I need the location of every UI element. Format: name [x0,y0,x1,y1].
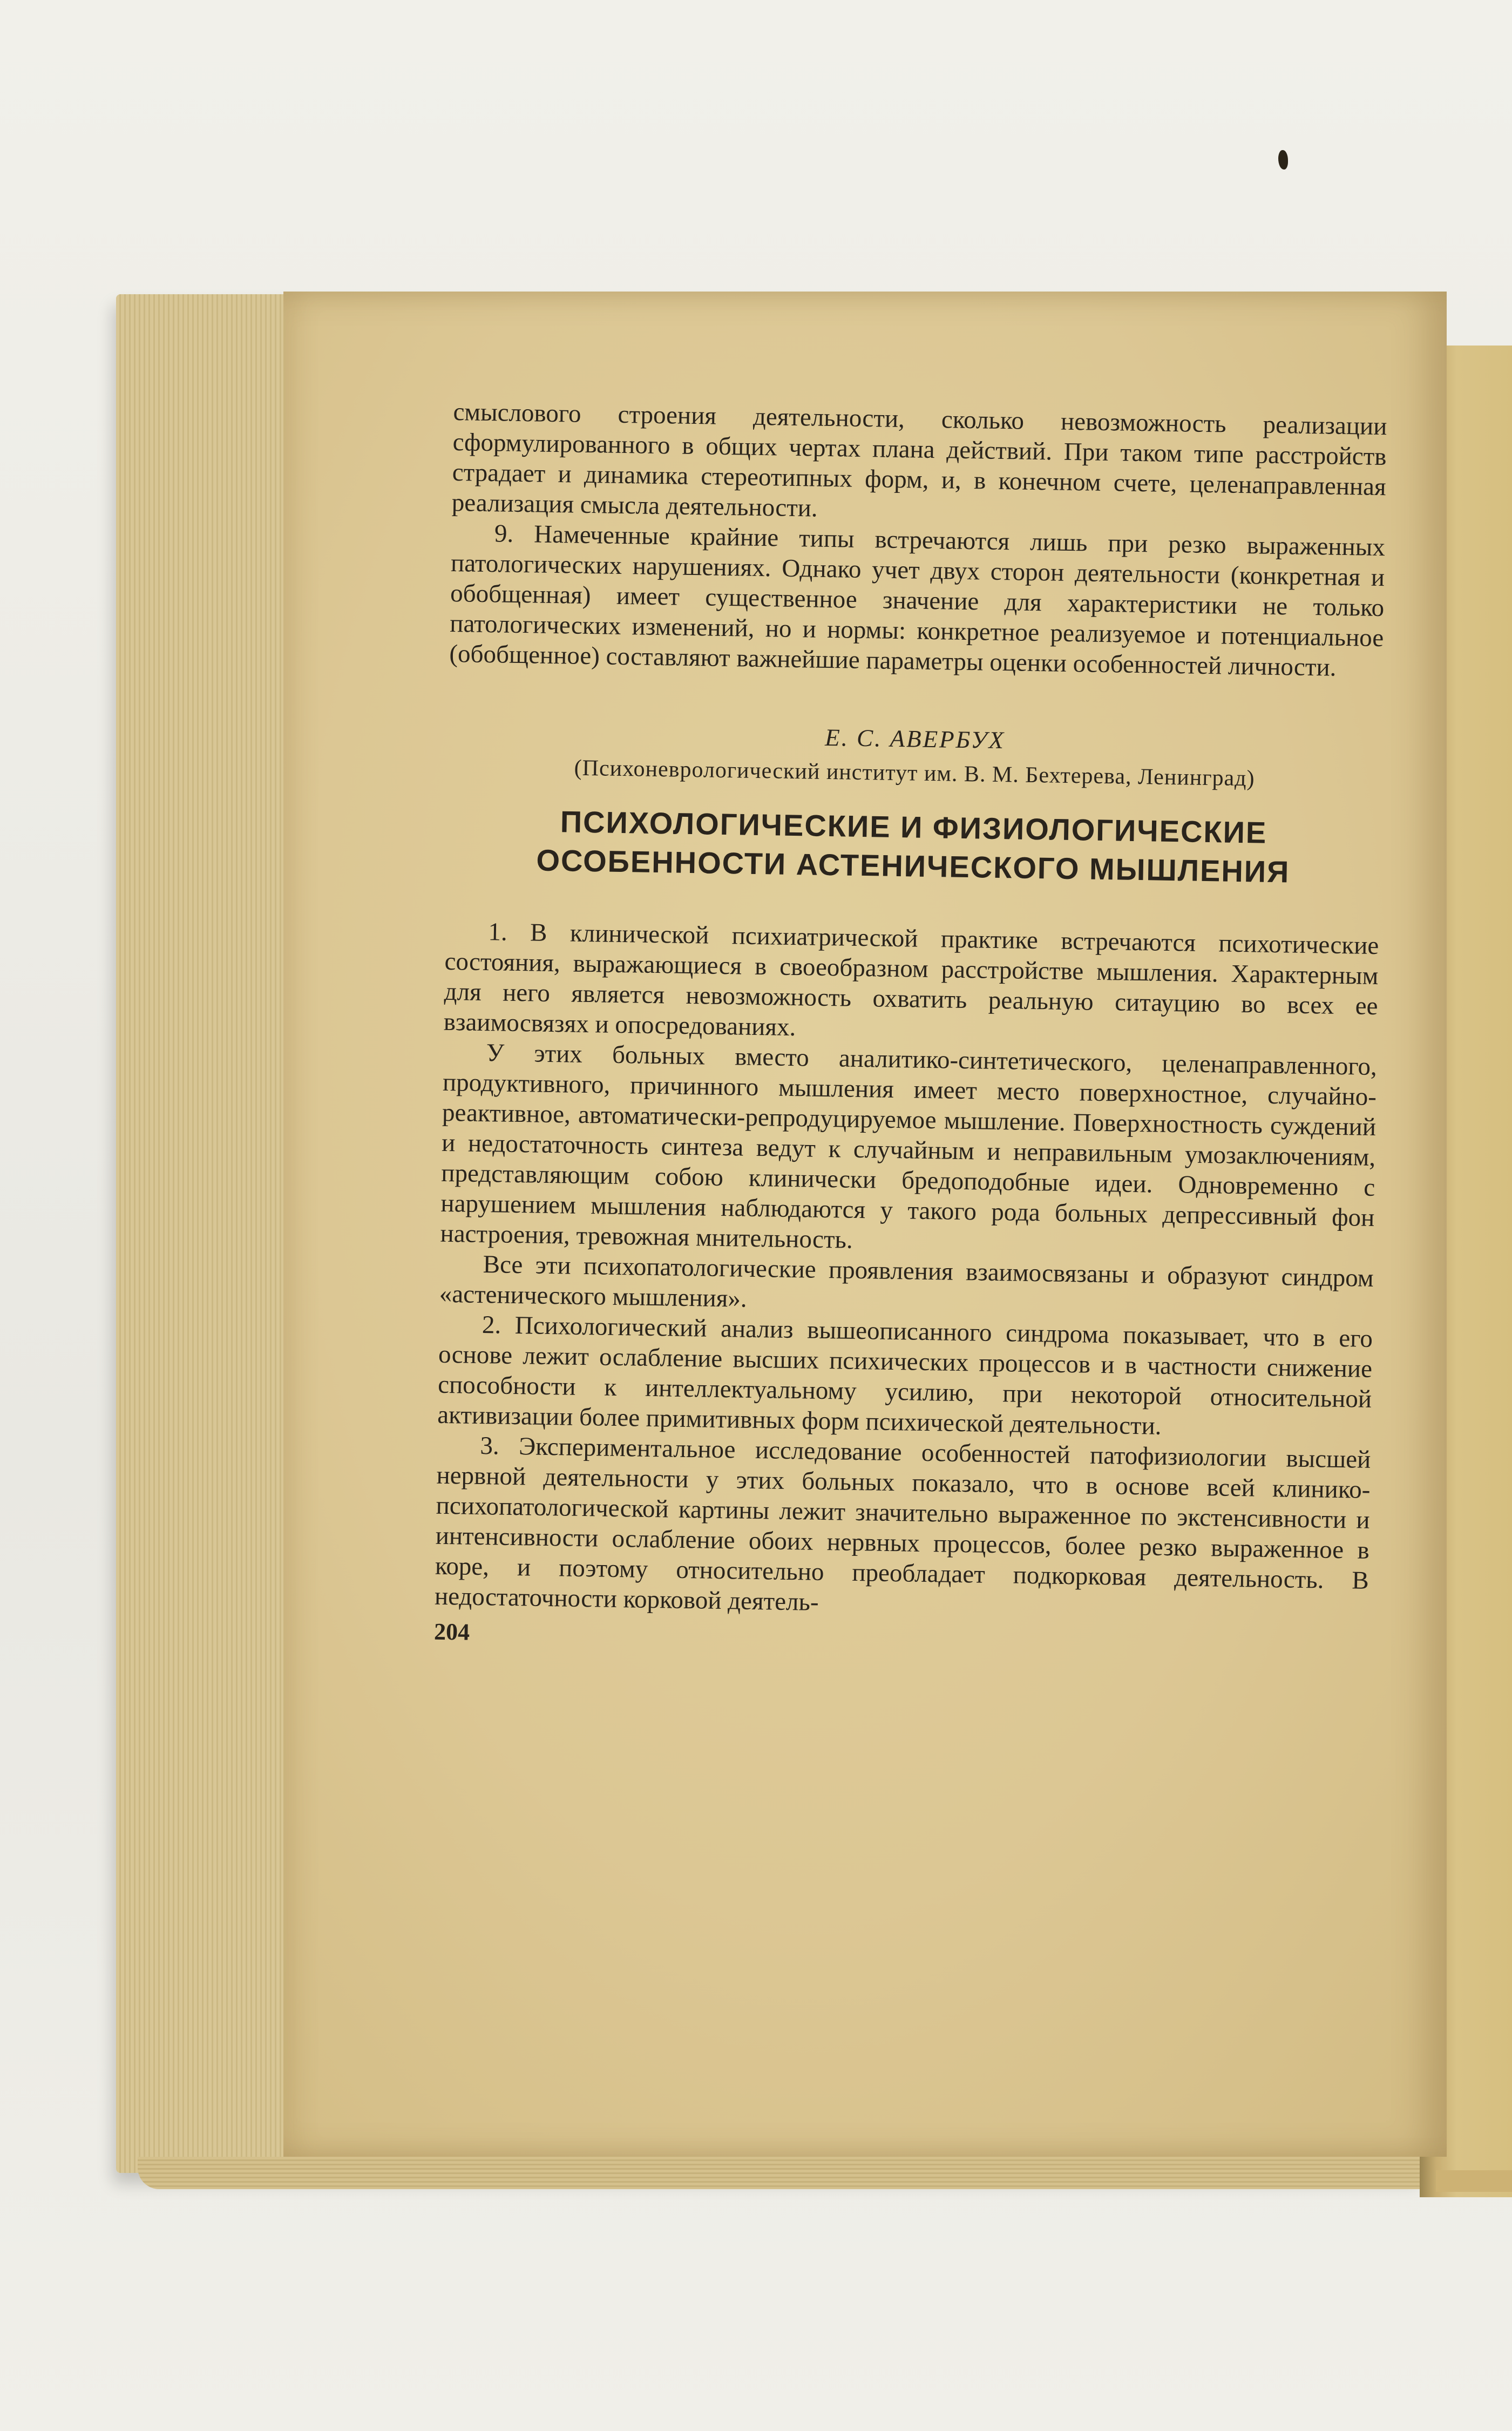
point-9-paragraph: 9. Намеченные крайние типы встречаются лишь при резко выраженных патологических нарушениях. Однако учет двух сторон деятельности (конкретная и обобщенная) имеет существенное значение для характеристики не только патологических изменений, но и нормы: конкретное реализуемое и потенциальное (обобщенное) составляют важнейшие параметры оценки особенностей личности. [449,519,1386,682]
facing-page-bottom [1436,2170,1512,2192]
article-paragraph-3: Все эти психопатологические проявления взаимосвязаны и образуют синдром «астенического мышления». [439,1250,1374,1313]
article-paragraph-4: 2. Психологический анализ вышеописанного синдрома показывает, что в его основе лежит ослабление высших психических процессов и в частности снижение способности к интеллектуальному усилию, при некоторой относительной активизации более примитивных форм психической деятельности. [437,1311,1373,1440]
page-stack-bottom-edge [138,2157,1433,2189]
article-paragraph-2: У этих больных вместо аналитико-синтетического, целенаправленного, продуктивного, причинного мышления имеет место поверхностное, случайно-реактивное, автоматически-репродуцируемое мышление. Поверхностность суждений и недостаточность синтеза ведут к случайным и неправильным умозаключениям, представляющим собою клинически бредоподобные идеи. Одновременно с нарушением мышления наблюдаются у такого рода больных депрессивный фон настроения, тревожная мнительность. [440,1039,1378,1254]
author-affiliation: (Психоневрологический институт им. В. М. Бехтерева, Ленинград) [574,755,1255,791]
article-author: Е. С. АВЕРБУХ [824,723,1006,754]
article-paragraph-5: 3. Экспериментальное исследование особенностей патофизиологии высшей нервной деятельности у этих больных показало, что в основе всей клинико-психопатологической картины лежит значительно выраженное по экстенсивности и интенсивности ослабление обоих нервных процессов, более резко выраженное в коре, и поэтому относительно преобладает подкорковая деятельность. В недостаточности корковой деятель- [434,1432,1371,1616]
article-title-line-1: ПСИХОЛОГИЧЕСКИЕ И ФИЗИОЛОГИЧЕСКИЕ [560,804,1267,850]
article-title-line-2: ОСОБЕННОСТИ АСТЕНИЧЕСКОГО МЫШЛЕНИЯ [536,843,1290,889]
continued-paragraph: смыслового строения деятельности, сколько невозможность реализации сформулированного в общих чертах плана действий. При таком типе расстройств страдает и динамика стереотипных форм, и, в конечном счете, целенаправленная реализация смысла деятельности. [451,397,1387,523]
article-paragraph-1: 1. В клинической психиатрической практике встречаются психотические состояния, выражающиеся в своеобразном расстройстве мышления. Характерным для него является невозможность охватить реальную ситауцию во всех ее взаимосвязях и опосредованиях. [443,918,1379,1042]
page-number: 204 [433,1618,470,1646]
page-text [434,397,1387,1660]
ink-spot [1278,150,1288,170]
article-title [446,801,1381,893]
